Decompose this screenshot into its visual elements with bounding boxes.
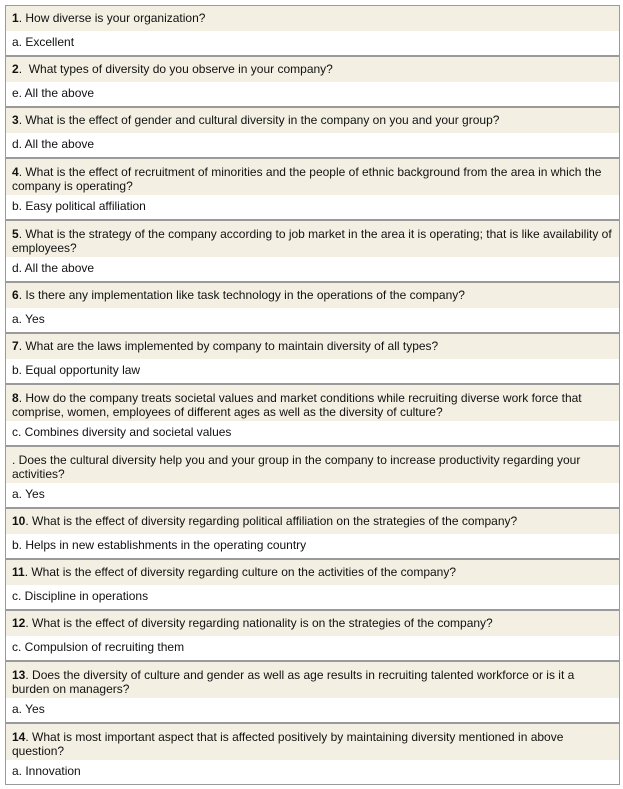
qa-item-5 — [6, 219, 619, 281]
question-separator: . — [24, 565, 32, 579]
question-row — [6, 385, 619, 421]
qa-item-12 — [6, 609, 619, 660]
question-number: 4 — [12, 165, 19, 179]
question-text: What is most important aspect that is affected positively by maintaining diversity mentioned in above question? — [12, 730, 564, 758]
questionnaire-table — [5, 5, 620, 785]
answer-text: a. Yes — [12, 702, 45, 716]
qa-item-10 — [6, 507, 619, 558]
question-separator: . — [25, 668, 33, 682]
question-text: What types of diversity do you observe in your company? — [28, 62, 333, 76]
question-row — [6, 57, 619, 82]
question-row — [6, 724, 619, 760]
qa-item-11 — [6, 558, 619, 609]
qa-item-8 — [6, 383, 619, 445]
answer-text: a. Excellent — [12, 35, 75, 49]
question-row — [6, 560, 619, 585]
answer-row — [6, 636, 619, 660]
answer-row — [6, 534, 619, 558]
question-separator: . — [18, 288, 26, 302]
question-text: Does the diversity of culture and gender as well as age results in recruiting talented workforce or is it a burden on managers? — [12, 668, 575, 696]
question-separator: . — [18, 165, 26, 179]
question-separator: . — [12, 453, 19, 467]
question-separator: . — [25, 616, 33, 630]
answer-row — [6, 483, 619, 507]
question-number: 7 — [12, 339, 19, 353]
question-number: 6 — [12, 288, 19, 302]
question-number: 1 — [12, 11, 19, 25]
qa-item-7 — [6, 332, 619, 383]
question-number: 5 — [12, 227, 19, 241]
qa-item-13 — [6, 660, 619, 722]
question-number: 12 — [12, 616, 26, 630]
answer-row — [6, 31, 619, 55]
qa-item-9 — [6, 445, 619, 507]
question-text: Does the cultural diversity help you and your group in the company to increase productivity regarding your activities? — [12, 453, 581, 481]
question-separator: . — [18, 391, 26, 405]
question-row — [6, 283, 619, 308]
answer-row — [6, 585, 619, 609]
answer-text: b. Equal opportunity law — [12, 363, 141, 377]
answer-text: c. Compulsion of recruiting them — [12, 640, 185, 654]
question-separator: . — [18, 113, 26, 127]
question-text: What is the effect of diversity regarding nationality is on the strategies of the company? — [32, 616, 493, 630]
question-separator: . — [25, 730, 33, 744]
question-row — [6, 334, 619, 359]
question-number: 11 — [12, 565, 25, 579]
answer-row — [6, 308, 619, 332]
question-number: 13 — [12, 668, 26, 682]
qa-item-1 — [6, 5, 619, 55]
answer-text: c. Combines diversity and societal values — [12, 425, 232, 439]
answer-row — [6, 82, 619, 106]
answer-row — [6, 359, 619, 383]
question-number: 8 — [12, 391, 19, 405]
question-row — [6, 159, 619, 195]
question-row — [6, 6, 619, 31]
question-number: 14 — [12, 730, 26, 744]
answer-text: a. Yes — [12, 312, 45, 326]
qa-item-4 — [6, 157, 619, 219]
answer-text: a. Innovation — [12, 764, 81, 778]
question-number: 3 — [12, 113, 19, 127]
question-separator: . — [18, 11, 26, 25]
question-text: How diverse is your organization? — [25, 11, 206, 25]
question-number: 10 — [12, 514, 26, 528]
answer-text: e. All the above — [12, 86, 95, 100]
question-text: What is the effect of diversity regarding political affiliation on the strategies of the company? — [32, 514, 518, 528]
question-separator: . — [18, 62, 29, 76]
question-text: Is there any implementation like task technology in the operations of the company? — [25, 288, 465, 302]
question-row — [6, 221, 619, 257]
question-row — [6, 108, 619, 133]
question-text: What is the effect of recruitment of minorities and the people of ethnic background from the area in which the company is operating? — [12, 165, 602, 193]
question-separator: . — [25, 514, 33, 528]
answer-text: d. All the above — [12, 261, 95, 275]
qa-item-6 — [6, 281, 619, 332]
answer-row — [6, 760, 619, 784]
question-row — [6, 509, 619, 534]
answer-text: d. All the above — [12, 137, 95, 151]
answer-row — [6, 133, 619, 157]
qa-item-14 — [6, 722, 619, 784]
question-separator: . — [18, 227, 26, 241]
question-text: What is the strategy of the company according to job market in the area it is operating; that is like availability of employees? — [12, 227, 612, 255]
question-text: What is the effect of diversity regarding culture on the activities of the company? — [31, 565, 457, 579]
question-row — [6, 662, 619, 698]
answer-text: b. Easy political affiliation — [12, 199, 146, 213]
answer-text: a. Yes — [12, 487, 45, 501]
question-number: 2 — [12, 62, 19, 76]
answer-text: b. Helps in new establishments in the operating country — [12, 538, 307, 552]
answer-row — [6, 257, 619, 281]
question-text: What is the effect of gender and cultural diversity in the company on you and your group? — [25, 113, 500, 127]
answer-row — [6, 195, 619, 219]
question-row — [6, 611, 619, 636]
question-separator: . — [18, 339, 26, 353]
answer-row — [6, 698, 619, 722]
qa-item-2 — [6, 55, 619, 106]
answer-text: c. Discipline in operations — [12, 589, 149, 603]
qa-item-3 — [6, 106, 619, 157]
question-text: How do the company treats societal values and market conditions while recruiting diverse work force that comprise, women, employees of different ages as well as the diversity of culture? — [12, 391, 582, 419]
question-text: What are the laws implemented by company to maintain diversity of all types? — [25, 339, 439, 353]
question-row — [6, 447, 619, 483]
answer-row — [6, 421, 619, 445]
